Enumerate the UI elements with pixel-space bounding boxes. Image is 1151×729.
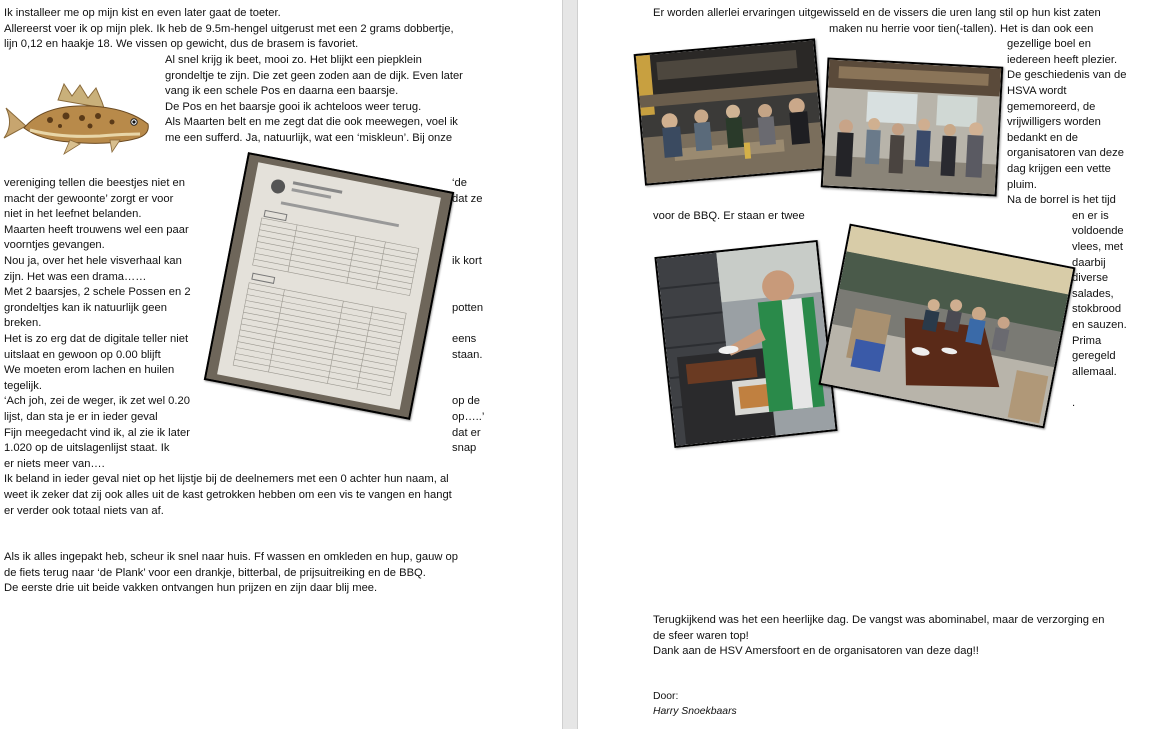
text-line: Als Maarten belt en me zegt dat die ook meewegen, voel ik bbox=[165, 116, 458, 129]
text-line: Fijn meegedacht vind ik, al zie ik later bbox=[4, 426, 190, 439]
text-line: 1.020 op de uitslagenlijst staat. Ik bbox=[4, 442, 170, 455]
text-line: HSVA wordt bbox=[1007, 85, 1067, 97]
text-line: ‘de bbox=[452, 177, 467, 189]
text-line: op de bbox=[452, 395, 480, 408]
text-line: Terugkijkend was het een heerlijke dag. De vangst was abominabel, maar de verzorging en bbox=[653, 614, 1105, 626]
text-line: dat er bbox=[452, 426, 481, 439]
text-line: voldoende bbox=[1072, 225, 1124, 238]
page-gutter bbox=[562, 0, 578, 729]
text-line: ‘Ach joh, zei de weger, ik zet wel 0.20 bbox=[4, 395, 190, 408]
text-line: maken nu herrie voor tien(-tallen). Het is dan ook een bbox=[829, 22, 1094, 35]
author-name: Harry Snoekbaars bbox=[653, 706, 737, 717]
text-line: er niets meer van…. bbox=[4, 457, 105, 470]
text-line: vlees, met bbox=[1072, 241, 1123, 253]
text-line: diverse bbox=[1072, 272, 1109, 285]
text-line: Prima bbox=[1072, 334, 1102, 347]
text-line: Dank aan de HSV Amersfoort en de organisatoren van deze dag!! bbox=[653, 645, 979, 658]
text-line: Al snel krijg ik beet, mooi zo. Het blijkt een piepklein bbox=[165, 54, 422, 66]
results-sheet-photo bbox=[204, 152, 454, 420]
text-line: voorntjes gevangen. bbox=[4, 239, 105, 252]
text-line: Als ik alles ingepakt heb, scheur ik snel naar huis. Ff wassen en omkleden en hup, gauw op bbox=[4, 551, 458, 563]
text-line: We moeten erom lachen en huilen bbox=[4, 364, 175, 377]
text-line: op…..’ bbox=[452, 411, 485, 423]
text-line: staan. bbox=[452, 348, 483, 361]
text-line: De eerste drie uit beide vakken ontvangen hun prijzen en zijn daar blij mee. bbox=[4, 582, 378, 595]
text-line: snap bbox=[452, 442, 477, 455]
text-line: pluim. bbox=[1007, 178, 1037, 191]
bbq-grill-photo bbox=[654, 240, 837, 448]
text-line: en sauzen. bbox=[1072, 319, 1127, 331]
byline-label: Door: bbox=[653, 691, 679, 702]
clubhouse-bar-photo bbox=[634, 38, 827, 185]
text-line: en er is bbox=[1072, 209, 1109, 222]
crowd-photo bbox=[821, 57, 1004, 196]
text-line: vereniging tellen die beestjes niet en bbox=[4, 177, 185, 189]
text-line: ik kort bbox=[452, 255, 482, 267]
text-line: grondeltjes kan ik natuurlijk geen bbox=[4, 301, 167, 314]
text-line: Na de borrel is het tijd bbox=[1007, 194, 1116, 207]
text-line: geregeld bbox=[1072, 350, 1116, 363]
text-line: vang ik een schele Pos en daarna een baarsje. bbox=[165, 85, 399, 98]
text-line: gememoreerd, de bbox=[1007, 100, 1096, 113]
text-line: iedereen heeft plezier. bbox=[1007, 53, 1118, 66]
text-line: Ik installeer me op mijn kist en even later gaat de toeter. bbox=[4, 7, 281, 19]
text-line: Nou ja, over het hele visverhaal kan bbox=[4, 255, 182, 267]
text-line: de sfeer waren top! bbox=[653, 629, 749, 642]
text-line: macht der gewoonte’ zorgt er voor bbox=[4, 192, 174, 205]
text-line: stokbrood bbox=[1072, 303, 1122, 316]
text-line: de fiets terug naar ‘de Plank’ voor een drankje, bitterbal, de prijsuitreiking en de BBQ. bbox=[4, 566, 426, 579]
text-line: vrijwilligers worden bbox=[1007, 116, 1101, 129]
terrace-dinner-photo bbox=[818, 224, 1075, 429]
text-line: dat ze bbox=[452, 192, 483, 205]
text-line: voor de BBQ. Er staan er twee bbox=[653, 209, 805, 222]
document-page-right bbox=[578, 0, 1151, 729]
text-line: . bbox=[1072, 397, 1076, 409]
text-line: Ik beland in ieder geval niet op het lijstje bij de deelnemers met een 0 achter hun naam, al bbox=[4, 473, 449, 486]
text-line: allemaal. bbox=[1072, 365, 1117, 378]
text-line: lijn 0,12 en haakje 18. We vissen op gewicht, dus de brasem is favoriet. bbox=[4, 38, 359, 51]
text-line: Met 2 baarsjes, 2 schele Possen en 2 bbox=[4, 286, 191, 299]
text-line: daarbij bbox=[1072, 256, 1106, 269]
text-line: salades, bbox=[1072, 287, 1114, 300]
text-line: De Pos en het baarsje gooi ik achteloos weer terug. bbox=[165, 100, 422, 113]
document-page-left bbox=[0, 0, 562, 729]
text-line: weet ik zeker dat zij ook alles uit de kast getrokken hebben om een vis te vangen en hangt bbox=[4, 489, 452, 501]
text-line: De geschiedenis van de bbox=[1007, 69, 1127, 82]
text-line: Maarten heeft trouwens wel een paar bbox=[4, 223, 189, 236]
text-line: gezellige boel en bbox=[1007, 38, 1091, 51]
text-line: eens bbox=[452, 333, 477, 345]
text-line: potten bbox=[452, 301, 484, 314]
text-line: tegelijk. bbox=[4, 379, 42, 392]
text-line: lijst, dan sta je er in ieder geval bbox=[4, 411, 158, 423]
perch-fish-image bbox=[0, 82, 158, 162]
text-line: niet in het leefnet belanden. bbox=[4, 208, 142, 221]
text-line: grondeltje te zijn. Die zet geen zoden aan de dijk. Even later bbox=[165, 69, 463, 82]
text-line: me een sufferd. Ja, natuurlijk, wat een ‘miskleun’. Bij onze bbox=[165, 132, 453, 144]
text-line: uitslaat en gewoon op 0.00 blijft bbox=[4, 348, 161, 361]
text-line: breken. bbox=[4, 317, 42, 330]
text-line: er verder ook totaal niets van af. bbox=[4, 504, 164, 517]
text-line: organisatoren van deze bbox=[1007, 147, 1124, 160]
text-line: Allereerst voer ik op mijn plek. Ik heb de 9.5m-hengel uitgerust met een 2 grams dobbertje, bbox=[4, 22, 454, 35]
text-line: zijn. Het was een drama…… bbox=[4, 270, 147, 283]
text-line: Het is zo erg dat de digitale teller niet bbox=[4, 333, 189, 345]
text-line: bedankt en de bbox=[1007, 131, 1078, 144]
text-line: dag krijgen een vette bbox=[1007, 163, 1111, 175]
text-line: Er worden allerlei ervaringen uitgewisseld en de vissers die uren lang stil op hun kist zaten bbox=[653, 7, 1101, 19]
